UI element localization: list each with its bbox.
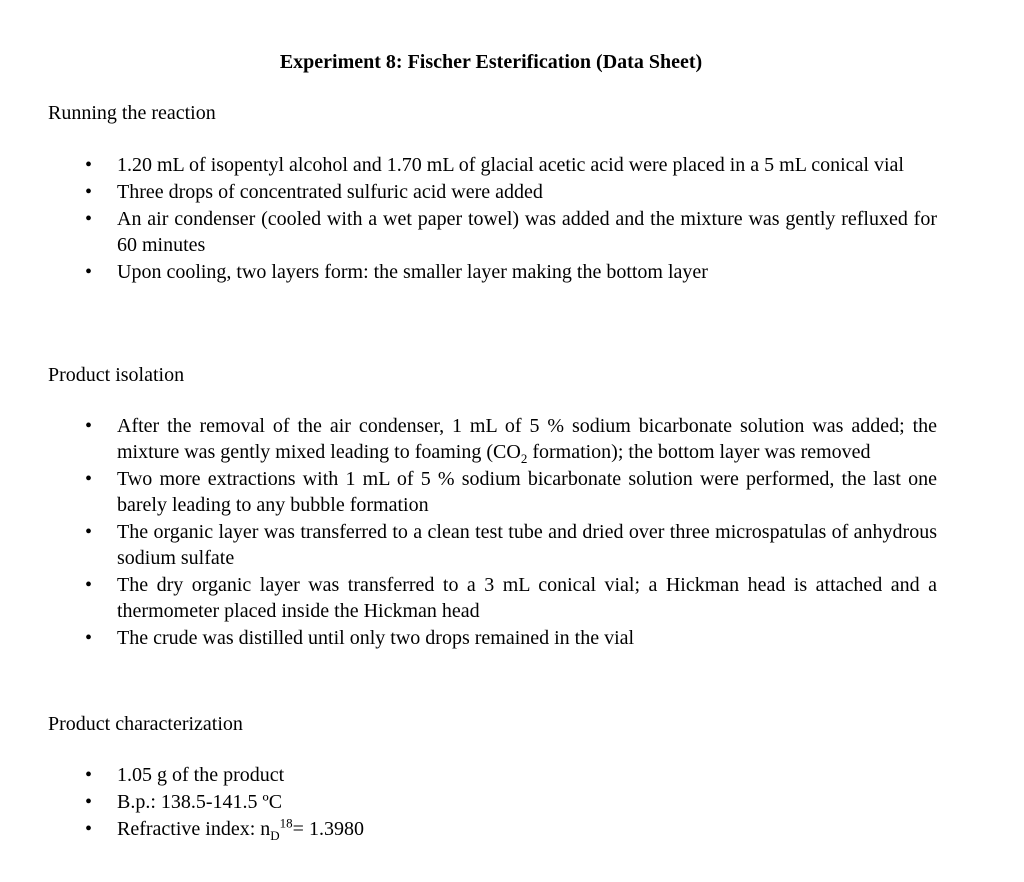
bullet-icon: • — [85, 208, 93, 230]
bullet-icon: • — [85, 415, 93, 437]
bullet-icon: • — [85, 468, 93, 490]
list-item: • After the removal of the air condenser, 1 mL of 5 % sodium bicarbonate solution was added; the mixture was gently mixed leading to foaming ($CO_2$ formation); the bottom layer was removed — [85, 415, 937, 466]
list-item: • Refractive index: $n_D^{18}= 1.3980$ — [85, 815, 364, 843]
section-heading-characterization: Product characterization — [48, 713, 243, 735]
section-heading-running: Running the reaction — [48, 102, 216, 124]
list-item: • Three drops of concentrated sulfuric acid were added — [85, 181, 543, 203]
list-item: • An air condenser (cooled with a wet paper towel) was added and the mixture was gently refluxed for 60 minutes — [85, 208, 937, 256]
running-list — [0, 152, 1024, 285]
bullet-icon: • — [85, 818, 93, 840]
list-item: • 1.05 g of the product — [85, 764, 285, 786]
bullet-icon: • — [85, 521, 93, 543]
bullet-icon: • — [85, 261, 93, 283]
bullet-icon: • — [85, 764, 93, 786]
bullet-icon: • — [85, 154, 93, 176]
isolation-list — [0, 413, 1024, 651]
bullet-icon: • — [85, 627, 93, 649]
bullet-icon: • — [85, 574, 93, 596]
list-item: • Two more extractions with 1 mL of 5 % sodium bicarbonate solution were performed, the last one barely leading to any bubble formation — [85, 468, 937, 516]
list-item: • The dry organic layer was transferred to a 3 mL conical vial; a Hickman head is attached and a thermometer placed inside the Hickman head — [85, 574, 937, 622]
list-item: • B.p.: 138.5-141.5 ºC — [85, 791, 283, 813]
list-item: • The crude was distilled until only two drops remained in the vial — [85, 627, 635, 649]
bullet-icon: • — [85, 791, 93, 813]
page-title: Experiment 8: Fischer Esterification (Data Sheet) — [279, 51, 703, 73]
section-heading-isolation: Product isolation — [48, 364, 185, 386]
bullet-icon: • — [85, 181, 93, 203]
list-item: • 1.20 mL of isopentyl alcohol and 1.70 mL of glacial acetic acid were placed in a 5 mL conical vial — [85, 154, 904, 176]
list-item: • Upon cooling, two layers form: the smaller layer making the bottom layer — [85, 261, 708, 283]
list-item: • The organic layer was transferred to a clean test tube and dried over three microspatulas of anhydrous sodium sulfate — [85, 521, 937, 569]
characterization-list — [0, 762, 1024, 842]
